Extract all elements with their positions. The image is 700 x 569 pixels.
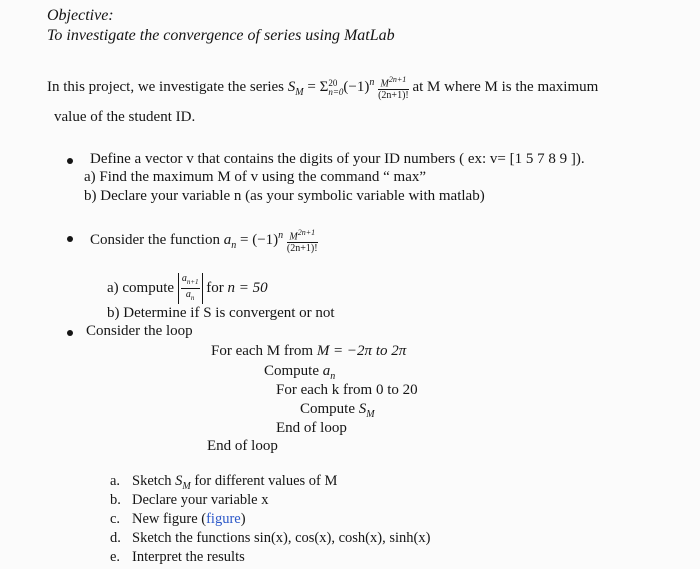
loop-line-6: End of loop: [207, 438, 278, 454]
task-e: Interpret the results: [132, 549, 245, 565]
task-a-math: [175, 473, 191, 492]
bullet-dot: [67, 236, 73, 242]
frac-num-exp: 2n+1: [297, 227, 316, 237]
function-formula: [223, 230, 284, 251]
func-exp: n: [278, 230, 284, 241]
sum-limits: [328, 79, 343, 97]
loop-line-1: [211, 344, 406, 359]
loop1-pre: For each M from: [211, 343, 314, 359]
sum-lower: n=0: [328, 86, 344, 97]
task-a: [132, 474, 337, 492]
task-b-letter: b.: [110, 492, 121, 508]
loop-line-3: For each k from 0 to 20: [276, 382, 418, 398]
task-a-post: for different values of M: [190, 473, 338, 489]
func-sub: n: [231, 240, 237, 251]
task-d: Sketch the functions sin(x), cos(x), cosh(x), sinh(x): [132, 530, 431, 546]
bullet3-lead: Consider the loop: [86, 323, 193, 339]
series-sub: M: [295, 87, 304, 98]
series-eq: = Σ: [303, 79, 329, 95]
ratio-den-sub: n: [190, 294, 195, 302]
task-a-sub: M: [182, 480, 191, 492]
func-eq: = (−1): [236, 232, 279, 248]
loop1-math: M = −2π to 2π: [316, 343, 407, 359]
func-name: a: [223, 232, 232, 248]
task-c-text: New figure (: [132, 511, 207, 527]
frac-num: M: [380, 78, 389, 90]
intro-lead: In this project, we investigate the series: [47, 79, 285, 95]
loop-line-2: [264, 364, 335, 382]
bullet2-item-b: b) Determine if S is convergent or not: [107, 305, 335, 321]
bullet1-item-b: b) Declare your variable n (as your symbolic variable with matlab): [84, 188, 485, 204]
loop4-sub: M: [366, 409, 375, 420]
task-c-letter: c.: [110, 511, 121, 527]
frac-den: (2n+1)!: [286, 243, 318, 255]
ratio-num: a: [181, 273, 187, 284]
ratio-den: a: [185, 289, 191, 300]
loop-line-4: [300, 402, 375, 420]
loop2-pre: Compute: [264, 363, 319, 379]
frac-num-exp: 2n+1: [388, 74, 407, 84]
ratio-abs: [178, 273, 203, 304]
bullet2-item-a: [107, 273, 268, 304]
task-e-letter: e.: [110, 549, 121, 565]
figure-keyword: figure: [206, 511, 241, 527]
series-fraction: [378, 74, 409, 101]
loop4-pre: Compute: [300, 401, 355, 417]
loop2-math: [322, 363, 336, 382]
loop4-math: [358, 401, 375, 420]
sum-upper: 20: [328, 77, 338, 88]
series-factor: (−1): [343, 79, 370, 95]
loop2-sub: n: [330, 371, 336, 382]
bullet2-lead: Consider the function: [90, 232, 220, 248]
bullet2-line: [90, 222, 318, 260]
intro-line: [47, 70, 598, 106]
frac-den: (2n+1)!: [378, 90, 409, 102]
for-label: for: [206, 279, 224, 296]
task-c: [132, 512, 246, 527]
loop-line-5: End of loop: [276, 420, 347, 436]
objective-label: Objective:: [47, 7, 114, 24]
intro-line2: value of the student ID.: [54, 109, 196, 125]
task-d-letter: d.: [110, 530, 121, 546]
series-lhs: S: [287, 79, 296, 95]
objective-text: To investigate the convergence of series using MatLab: [47, 27, 395, 44]
task-c-close: ): [240, 511, 246, 527]
bullet-dot: [67, 330, 73, 336]
ratio-num-sub: n+1: [186, 278, 199, 286]
task-a-letter: a.: [110, 473, 121, 489]
task-b: Declare your variable x: [132, 492, 269, 508]
ratio-fraction: [181, 273, 200, 304]
loop4-var: S: [358, 401, 367, 417]
task-a-pre: Sketch: [132, 473, 172, 489]
intro-tail: at M where M is the maximum: [412, 79, 599, 95]
series-exp: n: [369, 77, 375, 88]
bullet1-text: Define a vector v that contains the digits of your ID numbers ( ex: v= [1 5 7 8 9 ]).: [90, 151, 585, 167]
task-a-var: S: [175, 473, 183, 489]
loop2-var: a: [322, 363, 331, 379]
bullet1-item-a: a) Find the maximum M of v using the command “ max”: [84, 169, 427, 185]
frac-num: M: [289, 231, 298, 243]
function-fraction: [287, 227, 318, 254]
bullet-dot: [67, 158, 73, 164]
condition-math: n = 50: [227, 279, 268, 296]
series-formula: [287, 77, 375, 98]
compute-label: a) compute: [107, 279, 175, 296]
